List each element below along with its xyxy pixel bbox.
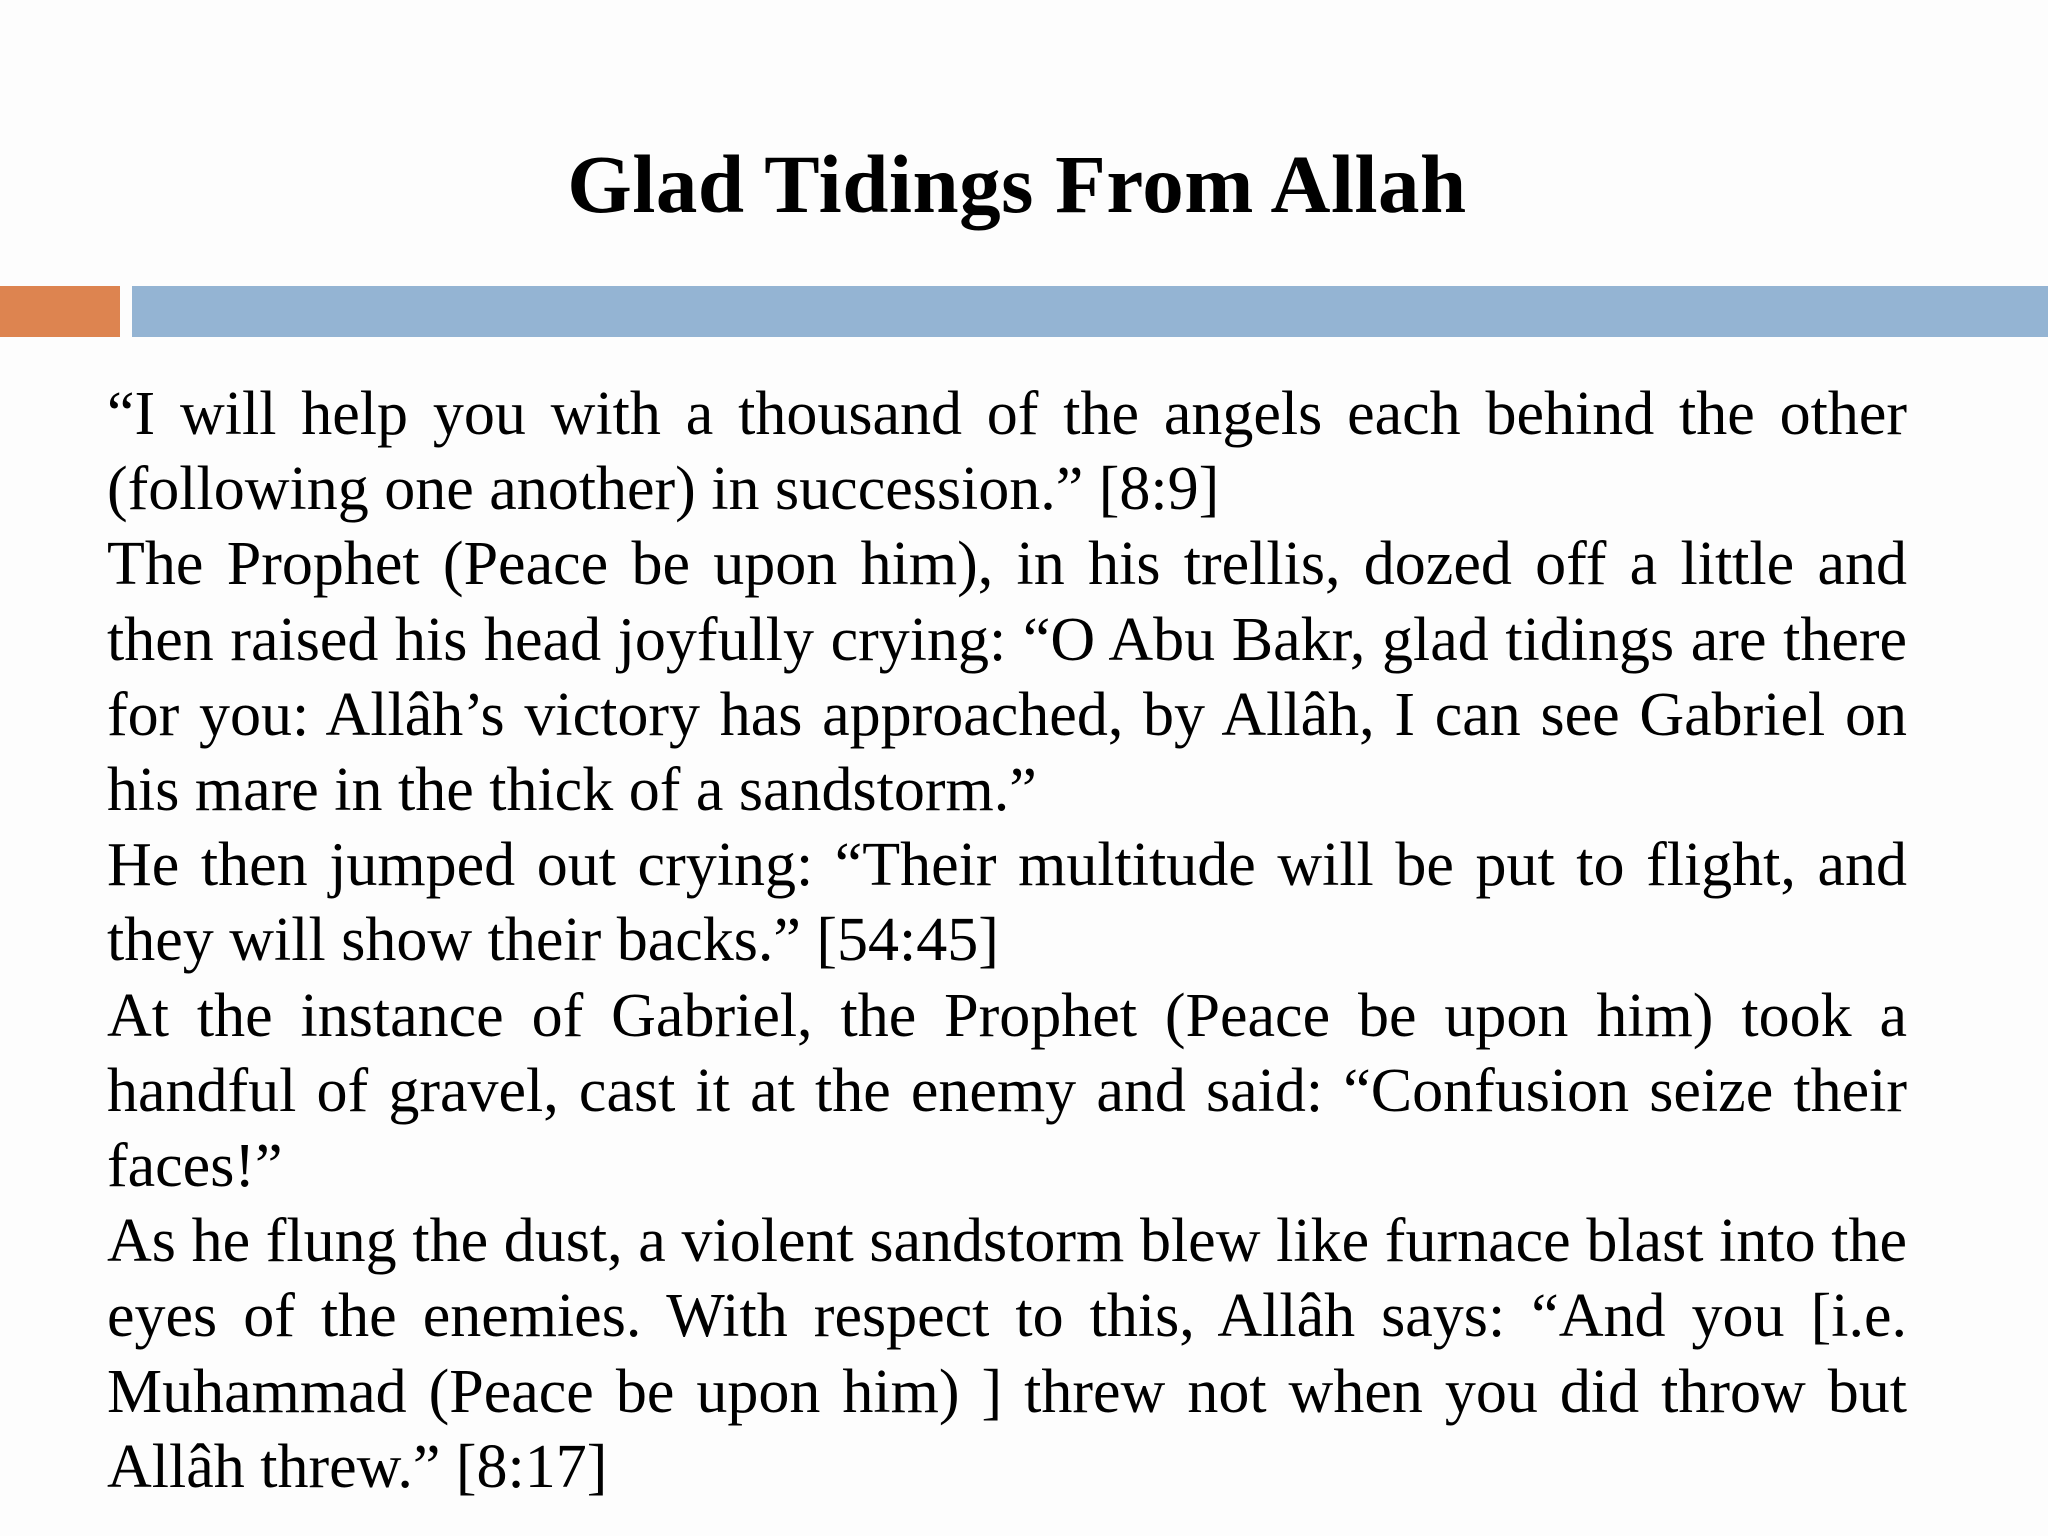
paragraph-prophet-dozed: The Prophet (Peace be upon him), in his trellis, dozed off a little and then raised his head joyfully crying: “O Abu Bakr, glad tidings are there for you: Allâh’s victory has approached, by Allâh, I can see Gabriel on his mare in the thick of a sandstorm.” bbox=[107, 530, 1907, 825]
title-accent-bar-orange bbox=[0, 286, 120, 337]
title-accent-bar-blue bbox=[132, 286, 2048, 337]
paragraph-sandstorm: As he flung the dust, a violent sandstorm blew like furnace blast into the eyes of the enemies. With respect to this, Allâh says: “And you [i.e. Muhammad (Peace be upon him) ] threw not when you did throw but Allâh threw.” [8:17] bbox=[107, 1207, 1907, 1501]
slide-title: Glad Tidings From Allah bbox=[567, 138, 1467, 230]
paragraph-quran-8-9: “I will help you with a thousand of the angels each behind the other (following one another) in succession.” [8:9] bbox=[107, 380, 1907, 524]
paragraph-jumped-out: He then jumped out crying: “Their multitude will be put to flight, and they will show their backs.” [54:45] bbox=[107, 831, 1907, 975]
slide-body bbox=[107, 377, 1907, 1505]
paragraph-gravel: At the instance of Gabriel, the Prophet (Peace be upon him) took a handful of gravel, cast it at the enemy and said: “Confusion seize their faces!” bbox=[107, 981, 1907, 1201]
